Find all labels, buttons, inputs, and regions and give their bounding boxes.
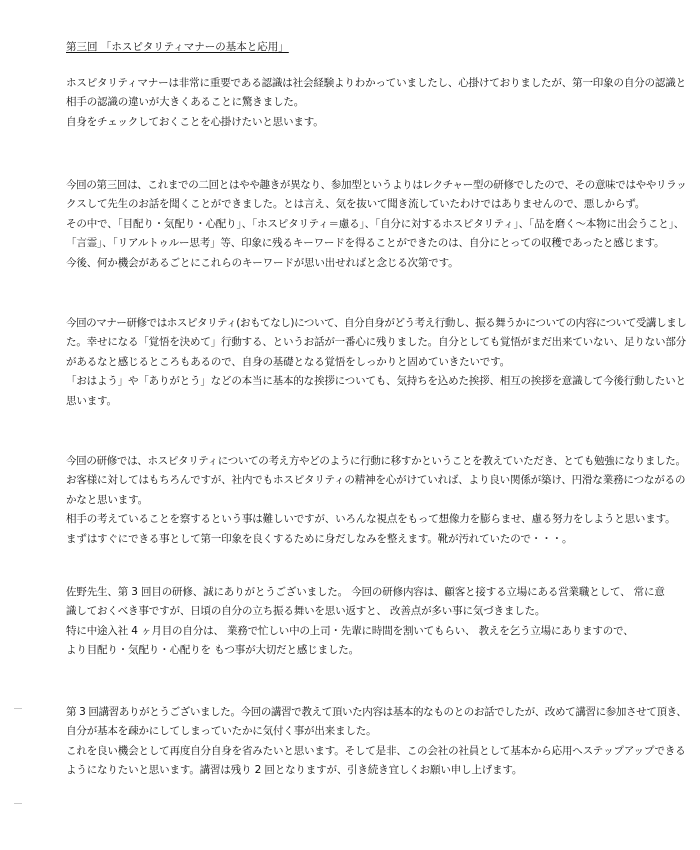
comment-line: その中で、「目配り・気配り・心配り」、「ホスピタリティ＝慮る」、「自分に対するホスピタリティ」、「品を磨く〜本物に出会うこと」、 bbox=[66, 217, 685, 230]
comment-line: まずはすぐにできる事として第一印象を良くするために身だしなみを整えます。靴が汚れていたので・・・。 bbox=[66, 532, 573, 545]
comment-line: 自身をチェックしておくことを心掛けたいと思います。 bbox=[66, 115, 324, 128]
comment-line: 「言霊」、「リアルトゥルー思考」等、印象に残るキーワードを得ることができたのは、自分にとっての収穫であったと感じます。 bbox=[66, 237, 665, 250]
comment-line: 相手の考えていることを察するという事は難しいですが、いろんな視点をもって想像力を膨らませ、慮る努力をしようと思います。 bbox=[66, 513, 676, 526]
comment-line: 佐野先生、第 3 回目の研修、誠にありがとうございました。 今回の研修内容は、顧客と接する立場にある営業職として、 常に意 bbox=[66, 586, 665, 598]
comment-line: 今後、何か機会があるごとにこれらのキーワードが思い出せればと念じる次第です。 bbox=[66, 256, 459, 269]
comment-line: お客様に対してはもちろんですが、社内でもホスピタリティの精神を心がけていれば、より良い関係が築け、円滑な業務につながるの bbox=[66, 474, 686, 487]
comment-line: 思います。 bbox=[66, 394, 117, 407]
comment-block-1 bbox=[66, 74, 686, 132]
comment-line: 相手の認識の違いが大きくあることに驚きました。 bbox=[66, 96, 305, 109]
comment-line: クスして先生のお話を聞くことができました。とは言え、気を抜いて聞き流していたわけではありませんので、悪しからず。 bbox=[66, 198, 646, 211]
comment-line: 今回のマナー研修ではホスピタリティ(おもてなし)について、自分自身がどう考え行動し、振る舞うかについての内容について受講しまし bbox=[66, 317, 687, 329]
comment-block-4 bbox=[66, 452, 686, 549]
comment-line: た。幸せになる「覚悟を決めて」行動する、というお話が一番心に残りました。自分としても覚悟がまだ出来ていない、足りない部分 bbox=[66, 336, 686, 349]
comment-line: 自分が基本を疎かにしてしまっていたかに気付く事が出来ました。 bbox=[66, 725, 377, 738]
comment-block-3 bbox=[66, 314, 686, 411]
comment-line: これを良い機会として再度自分自身を省みたいと思います。そして是非、この会社の社員として基本から応用へステップアップできる bbox=[66, 744, 686, 757]
document-title: 第三回 「ホスピタリティマナーの基本と応用」 bbox=[66, 41, 289, 53]
margin-mark bbox=[14, 708, 22, 709]
comment-line: 特に中途入社 4 ヶ月目の自分は、 業務で忙しい中の上司・先輩に時間を割いてもらい、 教えを乞う立場にありますので、 bbox=[66, 624, 634, 637]
comment-line: より目配り・気配り・心配りを もつ事が大切だと感じました。 bbox=[66, 644, 359, 657]
comment-line: があるなと感じるところもあるので、自身の基礎となる覚悟をしっかりと固めていきたいです。 bbox=[66, 355, 510, 368]
comment-line: 「おはよう」や「ありがとう」などの本当に基本的な挨拶についても、気持ちを込めた挨拶、相互の挨拶を意識して今後行動したいと bbox=[66, 375, 686, 388]
margin-mark bbox=[14, 803, 22, 804]
comment-line: かなと思います。 bbox=[66, 493, 148, 506]
comment-line: 今回の第三回は、これまでの二回とはやや趣きが異なり、参加型というよりはレクチャー型の研修でしたので、その意味ではややリラッ bbox=[66, 179, 687, 191]
comment-block-5 bbox=[66, 583, 686, 661]
comment-line: 識しておくべき事ですが、日頃の自分の立ち振る舞いを思い返すと、 改善点が多い事に気づきました。 bbox=[66, 605, 546, 618]
comment-line: ようになりたいと思います。講習は残り 2 回となりますが、引き続き宜しくお願い申し上げます。 bbox=[66, 764, 523, 777]
comment-line: ホスピタリティマナーは非常に重要である認識は社会経験よりわかっていましたし、心掛けておりましたが、第一印象の自分の認識と bbox=[66, 77, 686, 89]
comment-line: 今回の研修では、ホスピタリティについての考え方やどのように行動に移すかということを教えていただき、とても勉強になりました。 bbox=[66, 455, 686, 467]
comment-block-6 bbox=[66, 703, 686, 781]
comment-block-2 bbox=[66, 176, 686, 273]
comment-line: 第 3 回講習ありがとうございました。今回の講習で教えて頂いた内容は基本的なものとのお話でしたが、改めて講習に参加させて頂き、 bbox=[66, 706, 687, 718]
